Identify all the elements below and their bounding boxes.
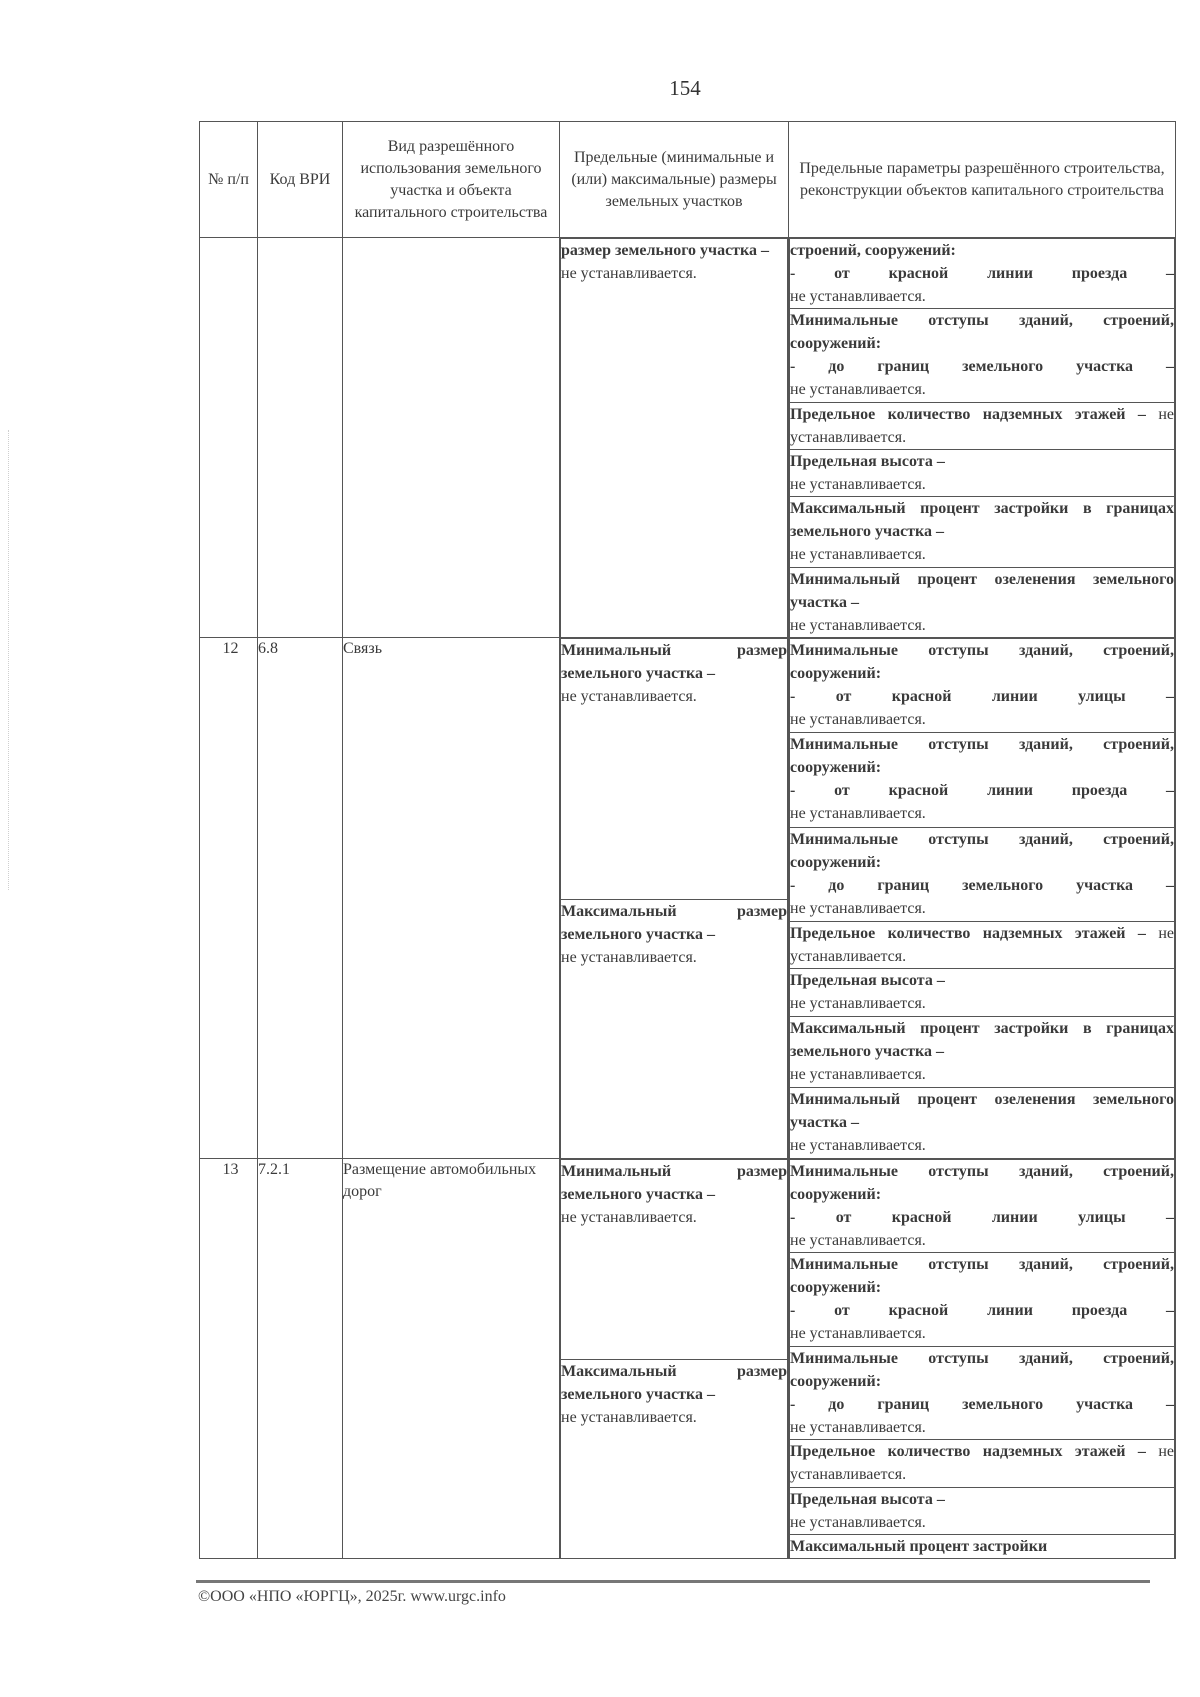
table-row-continued (200, 238, 1176, 638)
header-code: Код ВРИ (258, 122, 343, 238)
param-title: Минимальные отступы зданий, строений, сооружений: (790, 312, 1174, 353)
size-entry-cell (561, 899, 788, 1158)
param-value: не устанавливается. (790, 711, 926, 729)
param-entry (790, 239, 1175, 309)
table-row (200, 1158, 1176, 1558)
size-entry-title: размер земельного участка – (561, 242, 770, 259)
param-entry-cell (790, 1487, 1175, 1534)
page-number: 154 (669, 76, 701, 100)
sizes-subtable (560, 1159, 788, 1558)
cell-kind (343, 238, 560, 638)
param-entry (790, 497, 1175, 567)
param-value: не устанавливается. (790, 899, 926, 917)
param-title: Максимальный процент застройки (790, 1537, 1048, 1555)
param-value: не устанавливается. (790, 476, 926, 494)
param-title: Минимальные отступы зданий, строений, сооружений: (790, 1349, 1174, 1390)
param-entry-cell (790, 1346, 1175, 1440)
param-clause: - от красной линии проезда – (790, 782, 1174, 800)
param-value: не устанавливается. (790, 288, 926, 305)
param-clause: - от красной линии улицы – (790, 688, 1174, 706)
param-clause: - от красной линии улицы – (790, 1208, 1174, 1226)
param-entry-cell (790, 1016, 1175, 1087)
param-value: не устанавливается. (790, 1231, 926, 1249)
sizes-cell (560, 238, 789, 638)
size-entry (561, 639, 788, 899)
param-entry (790, 969, 1175, 1017)
param-entry (790, 921, 1175, 969)
size-entry-title: Минимальный размер земельного участка – (561, 1162, 787, 1203)
param-entry-cell (790, 1159, 1175, 1253)
sizes-cell (560, 638, 789, 1158)
param-entry-cell (790, 1087, 1175, 1157)
param-entry (790, 639, 1175, 733)
param-entry-cell (790, 921, 1175, 969)
cell-num: 12 (200, 638, 258, 1158)
size-entry (561, 1359, 788, 1558)
param-title: Минимальные отступы зданий, строений, сооружений: (790, 1162, 1174, 1203)
size-entry (561, 899, 788, 1158)
param-clause: - от красной линии проезда – (790, 1302, 1174, 1320)
params-subtable (789, 1159, 1175, 1558)
params-cell (789, 638, 1176, 1158)
cell-code (258, 238, 343, 638)
param-entry-cell (790, 309, 1175, 403)
param-value: не устанавливается. (790, 805, 926, 823)
param-entry (790, 1016, 1175, 1087)
cell-num (200, 238, 258, 638)
param-clause: - до границ земельного участка – (790, 1395, 1174, 1413)
size-entry-value: не устанавливается. (561, 1208, 697, 1226)
params-subtable (789, 638, 1175, 1157)
params-cell (789, 238, 1176, 638)
param-value: не устанавливается. (790, 405, 1174, 446)
scan-artifact (8, 430, 11, 890)
cell-num: 13 (200, 1158, 258, 1558)
table-header-row (200, 122, 1176, 238)
cell-kind: Связь (343, 638, 560, 1158)
param-title: строений, сооружений: (790, 242, 956, 259)
footer-copyright: ©ООО «НПО «ЮРГЦ», 2025г. www.urgc.info (198, 1588, 506, 1605)
param-entry (790, 450, 1175, 497)
size-entry-cell (561, 1359, 788, 1558)
param-entry (790, 1159, 1175, 1253)
param-title: Предельное количество надземных этажей – (790, 924, 1146, 942)
size-entry-value: не устанавливается. (561, 948, 697, 966)
regulations-table (199, 121, 1176, 1559)
param-title: Минимальные отступы зданий, строений, сооружений: (790, 830, 1174, 871)
param-entry-cell (790, 402, 1175, 449)
param-title: Минимальный процент озеленения земельного участка – (790, 1090, 1174, 1131)
cell-code: 6.8 (258, 638, 343, 1158)
cell-kind: Размещение автомобильных дорог (343, 1158, 560, 1558)
params-cell (789, 1158, 1176, 1558)
param-value: не устанавливается. (790, 1418, 926, 1436)
param-value: не устанавливается. (790, 1513, 926, 1531)
param-title: Предельная высота – (790, 972, 945, 990)
param-title: Максимальный процент застройки в границах земельного участка – (790, 1019, 1174, 1060)
param-value: не устанавливается. (790, 1325, 926, 1343)
param-value: не устанавливается. (790, 1443, 1174, 1484)
param-entry (790, 1087, 1175, 1157)
param-entry (790, 309, 1175, 403)
param-entry (790, 567, 1175, 637)
param-entry-cell (790, 639, 1175, 733)
param-title: Максимальный процент застройки в границах земельного участка – (790, 500, 1174, 541)
param-value: не устанавливается. (790, 616, 926, 634)
cell-code: 7.2.1 (258, 1158, 343, 1558)
params-subtable (789, 238, 1175, 637)
param-entry-cell (790, 1440, 1175, 1487)
param-title: Предельное количество надземных этажей – (790, 1443, 1146, 1461)
size-entry (561, 1159, 788, 1359)
param-entry-cell (790, 969, 1175, 1017)
param-entry-cell (790, 1534, 1175, 1558)
param-entry (790, 1487, 1175, 1534)
table-row (200, 638, 1176, 1158)
footer-rule (196, 1580, 1150, 1583)
size-entry-title: Максимальный размер земельного участка – (561, 1362, 787, 1403)
param-entry (790, 1346, 1175, 1440)
param-entry-cell (790, 497, 1175, 567)
size-entry-value: не устанавливается. (561, 1408, 697, 1426)
size-entry-value: не устанавливается. (561, 688, 697, 706)
param-entry (790, 733, 1175, 827)
param-title: Предельная высота – (790, 1490, 945, 1508)
param-entry (790, 402, 1175, 449)
param-entry-cell (790, 733, 1175, 827)
param-value: не устанавливается. (790, 546, 926, 564)
sizes-subtable (560, 238, 788, 637)
param-entry-cell (790, 567, 1175, 637)
param-entry (790, 1440, 1175, 1487)
param-entry-cell (790, 1253, 1175, 1347)
param-clause: - до границ земельного участка – (790, 876, 1174, 894)
param-value: не устанавливается. (790, 381, 926, 399)
param-value: не устанавливается. (790, 1136, 926, 1154)
param-entry (790, 827, 1175, 921)
param-entry-cell (790, 239, 1175, 309)
param-value: не устанавливается. (790, 995, 926, 1013)
size-entry-cell (561, 1159, 788, 1359)
header-num: № п/п (200, 122, 258, 238)
param-value: не устанавливается. (790, 924, 1174, 965)
sizes-subtable (560, 638, 788, 1157)
param-title: Минимальные отступы зданий, строений, сооружений: (790, 642, 1174, 683)
param-title: Минимальные отступы зданий, строений, сооружений: (790, 1256, 1174, 1297)
size-entry-cell (561, 639, 788, 899)
param-entry (790, 1534, 1175, 1558)
param-clause: - от красной линии проезда – (790, 265, 1174, 282)
param-entry (790, 1253, 1175, 1347)
param-title: Предельная высота – (790, 453, 945, 471)
size-entry (561, 239, 788, 638)
header-kind: Вид разрешённого использования земельного участка и объекта капитального строительства (343, 122, 560, 238)
header-sizes: Предельные (минимальные и (или) максимальные) размеры земельных участков (560, 122, 789, 238)
size-entry-value: не устанавливается. (561, 265, 697, 282)
param-entry-cell (790, 450, 1175, 497)
size-entry-title: Максимальный размер земельного участка – (561, 902, 787, 943)
param-title: Предельное количество надземных этажей – (790, 405, 1146, 423)
param-entry-cell (790, 827, 1175, 921)
param-title: Минимальные отступы зданий, строений, сооружений: (790, 736, 1174, 777)
size-entry-cell (561, 239, 788, 638)
size-entry-title: Минимальный размер земельного участка – (561, 642, 787, 683)
header-params: Предельные параметры разрешённого строительства, реконструкции объектов капитального строительства (789, 122, 1176, 238)
param-value: не устанавливается. (790, 1065, 926, 1083)
param-clause: - до границ земельного участка – (790, 358, 1174, 376)
sizes-cell (560, 1158, 789, 1558)
param-title: Минимальный процент озеленения земельного участка – (790, 570, 1174, 611)
